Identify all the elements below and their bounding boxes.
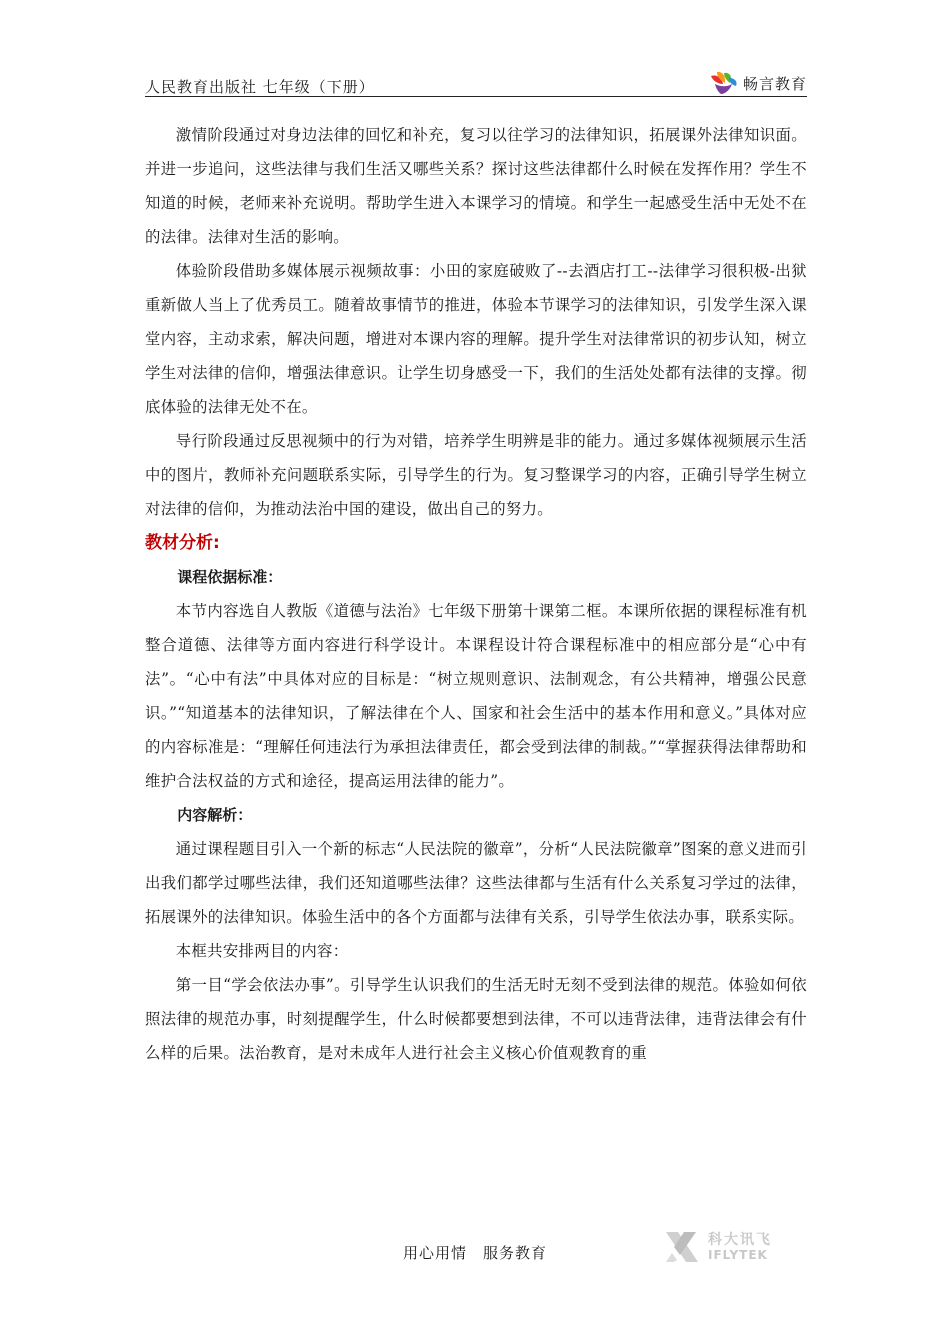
page-header — [145, 62, 807, 97]
subheading-content-analysis: 内容解析： — [177, 806, 253, 824]
publisher-grade-label: 人民教育出版社 七年级（下册） — [145, 78, 375, 96]
subheading-curriculum-standard: 课程依据标准： — [177, 568, 283, 586]
brand — [709, 68, 807, 96]
paragraph-two-topics: 本框共安排两目的内容： — [175, 942, 349, 960]
iflytek-logo-icon — [662, 1228, 702, 1266]
paragraph-stimulation-stage: 激情阶段通过对身边法律的回忆和补充，复习以往学习的法律知识，拓展课外法律知识面。并进一步追问，这些法律与我们生活又哪些关系？探讨这些法律都什么时候在发挥作用？学生不知道的时候，老师来补充说明。帮助学生进入本课学习的情境。和学生一起感受生活中无处不在的法律。法律对生活的影响。 — [145, 126, 807, 246]
section-title-textbook-analysis: 教材分析: — [145, 533, 220, 553]
footer-slogan: 用心用情 服务教育 — [402, 1244, 547, 1262]
footer-logo-cn: 科大讯飞 — [708, 1232, 772, 1248]
bird-logo-icon — [709, 70, 739, 96]
paragraph-experience-stage: 体验阶段借助多媒体展示视频故事：小田的家庭破败了--去酒店打工--法律学习很积极-出狱重新做人当上了优秀员工。随着故事情节的推进，体验本节课学习的法律知识，引发学生深入课堂内容，主动求索，解决问题，增进对本课内容的理解。提升学生对法律常识的初步认知，树立学生对法律的信仰，增强法律意识。让学生切身感受一下，我们的生活处处都有法律的支撑。彻底体验的法律无处不在。 — [145, 262, 807, 416]
paragraph-topic-one: 第一目“学会依法办事”。引导学生认识我们的生活无时无刻不受到法律的规范。体验如何依照法律的规范办事，时刻提醒学生，什么时候都要想到法律，不可以违背法律，违背法律会有什么样的后果。法治教育，是对未成年人进行社会主义核心价值观教育的重 — [145, 976, 807, 1062]
paragraph-curriculum-standard: 本节内容选自人教版《道德与法治》七年级下册第十课第二框。本课所依据的课程标准有机整合道德、法律等方面内容进行科学设计。本课程设计符合课程标准中的相应部分是“心中有法”。“心中有法”中具体对应的目标是：“树立规则意识、法制观念，有公共精神，增强公民意识。”“知道基本的法律知识，了解法律在个人、国家和社会生活中的基本作用和意义。”具体对应的内容标准是：“理解任何违法行为承担法律责任，都会受到法律的制裁。”“掌握获得法律帮助和维护合法权益的方式和途径，提高运用法律的能力”。 — [145, 602, 807, 790]
paragraph-content-analysis: 通过课程题目引入一个新的标志“人民法院的徽章”，分析“人民法院徽章”图案的意义进而引出我们都学过哪些法律，我们还知道哪些法律？这些法律都与生活有什么关系复习学过的法律，拓展课外的法律知识。体验生活中的各个方面都与法律有关系，引导学生依法办事，联系实际。 — [145, 840, 807, 926]
footer-logo — [662, 1227, 792, 1267]
brand-name: 畅言教育 — [742, 75, 807, 93]
document-body — [145, 118, 807, 1070]
footer-logo-en: IFLYTEK — [708, 1248, 768, 1262]
paragraph-guidance-stage: 导行阶段通过反思视频中的行为对错，培养学生明辨是非的能力。通过多媒体视频展示生活中的图片，教师补充问题联系实际，引导学生的行为。复习整课学习的内容，正确引导学生树立对法律的信仰，为推动法治中国的建设，做出自己的努力。 — [145, 432, 807, 518]
